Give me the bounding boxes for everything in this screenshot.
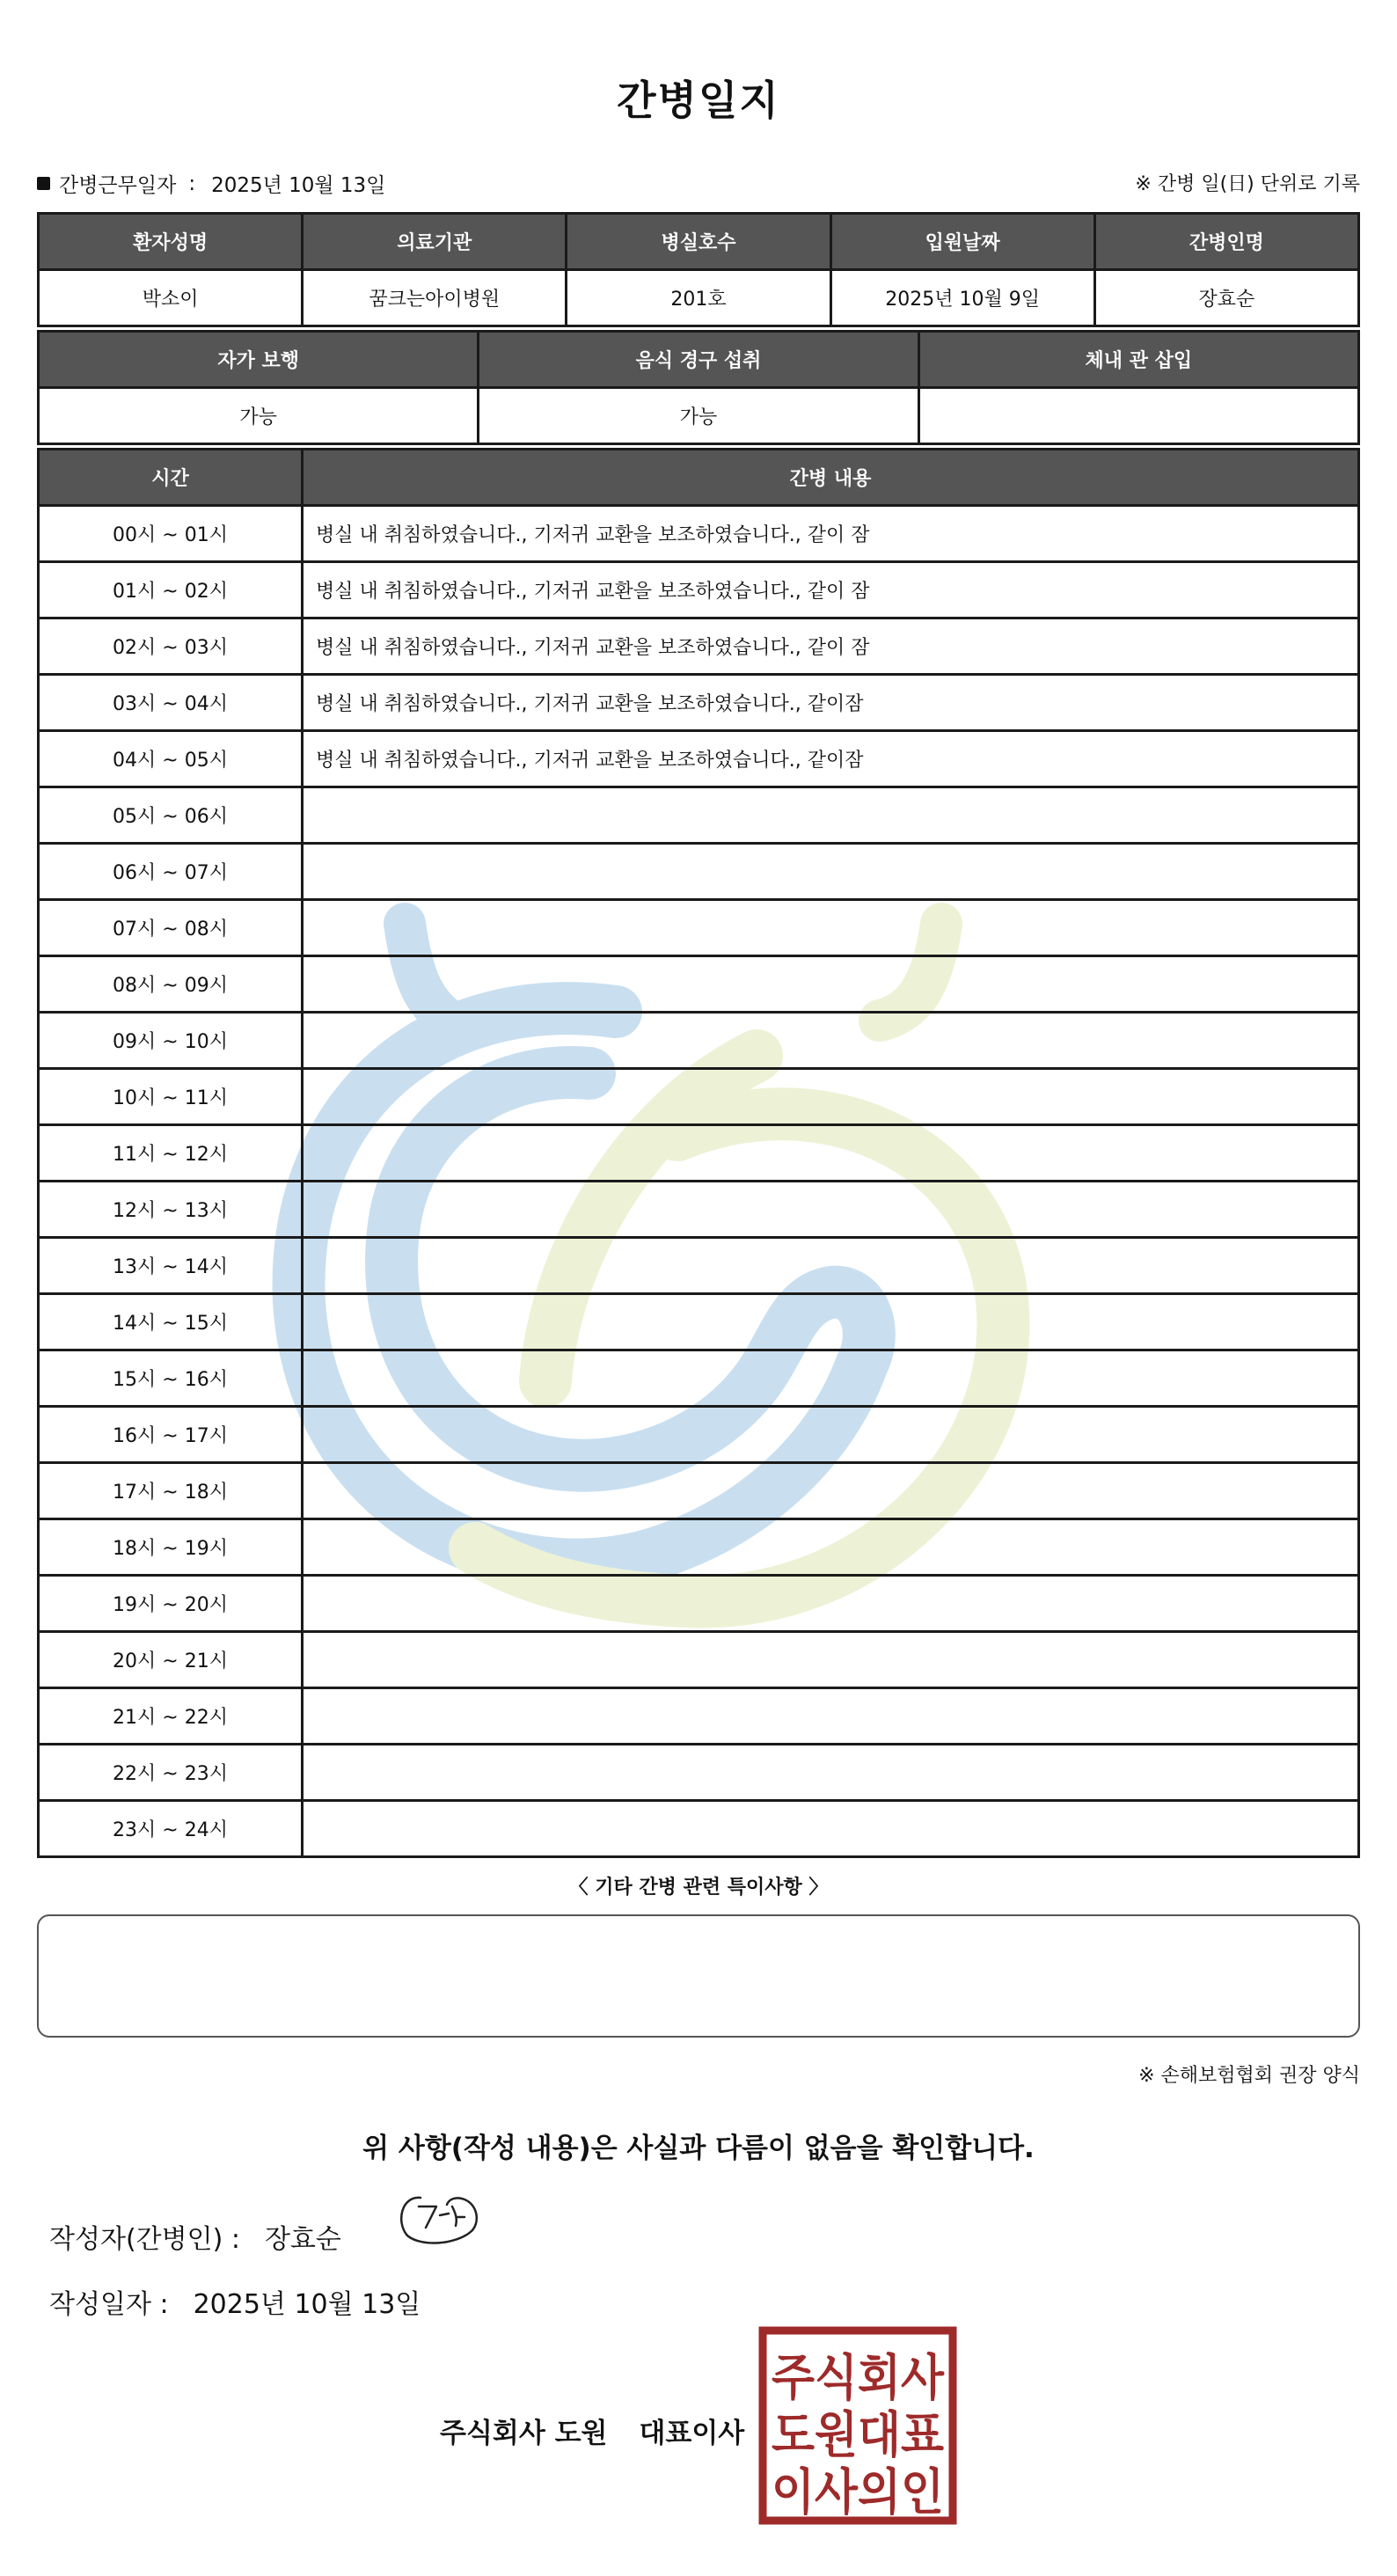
work-date-label: 간병근무일자 xyxy=(59,174,177,197)
svg-text:도원대표: 도원대표 xyxy=(772,2407,944,2464)
patient-name: 박소이 xyxy=(39,270,303,326)
hospital-name: 꿈크는아이병원 xyxy=(303,270,567,326)
table-row xyxy=(39,1519,1359,1576)
log-content xyxy=(303,1182,1359,1238)
room-number: 201호 xyxy=(567,270,830,326)
log-content xyxy=(303,1576,1359,1632)
unit-note: ※ 간병 일(日) 단위로 기록 xyxy=(1135,173,1360,195)
log-content xyxy=(303,1745,1359,1801)
log-content: 병실 내 취침하였습니다., 기저귀 교환을 보조하였습니다., 같이잠 xyxy=(303,731,1359,787)
log-content: 병실 내 취침하였습니다., 기저귀 교환을 보조하였습니다., 같이 잠 xyxy=(303,506,1359,562)
log-content xyxy=(303,1463,1359,1519)
written-date-row xyxy=(49,2282,421,2321)
log-time: 04시 ~ 05시 xyxy=(39,731,303,787)
log-content: 병실 내 취침하였습니다., 기저귀 교환을 보조하였습니다., 같이잠 xyxy=(303,675,1359,731)
header-caregiver-name: 간병인명 xyxy=(1094,214,1358,270)
association-note: ※ 손해보험협회 권장 양식 xyxy=(1138,2065,1360,2087)
log-time: 02시 ~ 03시 xyxy=(39,618,303,675)
header-patient-name: 환자성명 xyxy=(39,214,303,270)
log-time: 05시 ~ 06시 xyxy=(39,787,303,844)
log-time: 14시 ~ 15시 xyxy=(39,1294,303,1350)
table-row xyxy=(39,1069,1359,1125)
log-time: 09시 ~ 10시 xyxy=(39,1013,303,1069)
table-row xyxy=(39,1801,1359,1857)
log-time: 06시 ~ 07시 xyxy=(39,844,303,900)
header-time: 시간 xyxy=(39,450,303,506)
header-oral-intake: 음식 경구 섭취 xyxy=(479,332,918,388)
table-row xyxy=(39,900,1359,956)
log-content xyxy=(303,1125,1359,1182)
table-row xyxy=(39,787,1359,844)
writer-label: 작성자(간병인) : xyxy=(49,2224,240,2255)
log-content xyxy=(303,1519,1359,1576)
patient-ability-table xyxy=(37,330,1360,445)
log-time: 23시 ~ 24시 xyxy=(39,1801,303,1857)
log-time: 07시 ~ 08시 xyxy=(39,900,303,956)
log-time: 15시 ~ 16시 xyxy=(39,1350,303,1407)
self-walking-value: 가능 xyxy=(39,388,479,444)
svg-text:주식회사: 주식회사 xyxy=(772,2350,945,2407)
table-row xyxy=(39,1632,1359,1688)
table-row xyxy=(39,731,1359,787)
log-time: 19시 ~ 20시 xyxy=(39,1576,303,1632)
log-content xyxy=(303,787,1359,844)
header-care-content: 간병 내용 xyxy=(303,450,1359,506)
admission-date: 2025년 10월 9일 xyxy=(830,270,1094,326)
log-time: 00시 ~ 01시 xyxy=(39,506,303,562)
log-content xyxy=(303,844,1359,900)
company-name: 주식회사 도원 xyxy=(440,2418,608,2449)
written-date-value: 2025년 10월 13일 xyxy=(193,2289,421,2320)
table-row xyxy=(39,1294,1359,1350)
remarks-box xyxy=(37,1914,1360,2038)
log-content xyxy=(303,956,1359,1013)
log-time: 11시 ~ 12시 xyxy=(39,1125,303,1182)
caregiver-name: 장효순 xyxy=(1094,270,1358,326)
log-content xyxy=(303,1238,1359,1294)
table-row xyxy=(39,562,1359,618)
table-row xyxy=(39,1576,1359,1632)
log-content xyxy=(303,1013,1359,1069)
log-content xyxy=(303,900,1359,956)
company-signature-line xyxy=(440,2411,744,2450)
work-date-row xyxy=(37,169,385,198)
oral-intake-value: 가능 xyxy=(479,388,918,444)
work-date-value: 2025년 10월 13일 xyxy=(211,174,386,197)
table-row xyxy=(39,1463,1359,1519)
log-time: 12시 ~ 13시 xyxy=(39,1182,303,1238)
table-row xyxy=(39,1238,1359,1294)
log-time: 03시 ~ 04시 xyxy=(39,675,303,731)
table-row xyxy=(39,1125,1359,1182)
table-row xyxy=(39,1182,1359,1238)
svg-text:이사의인: 이사의인 xyxy=(772,2464,944,2521)
log-content xyxy=(303,1801,1359,1857)
log-time: 10시 ~ 11시 xyxy=(39,1069,303,1125)
table-row xyxy=(39,956,1359,1013)
handwritten-signature-icon xyxy=(394,2187,482,2249)
table-row xyxy=(39,1013,1359,1069)
writer-name: 장효순 xyxy=(264,2224,341,2255)
log-time: 13시 ~ 14시 xyxy=(39,1238,303,1294)
log-content xyxy=(303,1407,1359,1463)
header-hospital: 의료기관 xyxy=(303,214,567,270)
bullet-square-icon xyxy=(37,177,50,190)
table-row xyxy=(39,1745,1359,1801)
log-content xyxy=(303,1350,1359,1407)
table-row xyxy=(39,675,1359,731)
remarks-label: 〈 기타 간병 관련 특이사항 〉 xyxy=(568,1877,829,1899)
header-admission-date: 입원날짜 xyxy=(830,214,1094,270)
confirmation-statement: 위 사항(작성 내용)은 사실과 다름이 없음을 확인합니다. xyxy=(362,2133,1035,2164)
log-content xyxy=(303,1294,1359,1350)
document-title: 간병일지 xyxy=(617,77,780,124)
care-log-table xyxy=(37,448,1360,1858)
table-row xyxy=(39,1350,1359,1407)
written-date-label: 작성일자 : xyxy=(49,2289,169,2320)
header-room: 병실호수 xyxy=(567,214,830,270)
log-content: 병실 내 취침하였습니다., 기저귀 교환을 보조하였습니다., 같이 잠 xyxy=(303,562,1359,618)
log-content xyxy=(303,1632,1359,1688)
log-content: 병실 내 취침하였습니다., 기저귀 교환을 보조하였습니다., 같이 잠 xyxy=(303,618,1359,675)
log-time: 01시 ~ 02시 xyxy=(39,562,303,618)
table-row xyxy=(39,1688,1359,1745)
company-title: 대표이사 xyxy=(639,2418,745,2449)
remarks-value xyxy=(39,1916,1358,1941)
table-row xyxy=(39,506,1359,562)
table-row xyxy=(39,1407,1359,1463)
work-date-colon: : xyxy=(188,172,196,195)
table-row xyxy=(39,844,1359,900)
log-time: 21시 ~ 22시 xyxy=(39,1688,303,1745)
header-self-walking: 자가 보행 xyxy=(39,332,479,388)
log-time: 08시 ~ 09시 xyxy=(39,956,303,1013)
table-row xyxy=(39,618,1359,675)
log-content xyxy=(303,1069,1359,1125)
patient-info-table xyxy=(37,212,1360,327)
log-time: 22시 ~ 23시 xyxy=(39,1745,303,1801)
company-seal-icon xyxy=(758,2326,957,2525)
log-time: 20시 ~ 21시 xyxy=(39,1632,303,1688)
log-time: 18시 ~ 19시 xyxy=(39,1519,303,1576)
log-time: 16시 ~ 17시 xyxy=(39,1407,303,1463)
log-content xyxy=(303,1688,1359,1745)
header-tube-insertion: 체내 관 삽입 xyxy=(918,332,1358,388)
log-time: 17시 ~ 18시 xyxy=(39,1463,303,1519)
writer-row xyxy=(49,2217,341,2256)
tube-insertion-value xyxy=(918,388,1358,444)
